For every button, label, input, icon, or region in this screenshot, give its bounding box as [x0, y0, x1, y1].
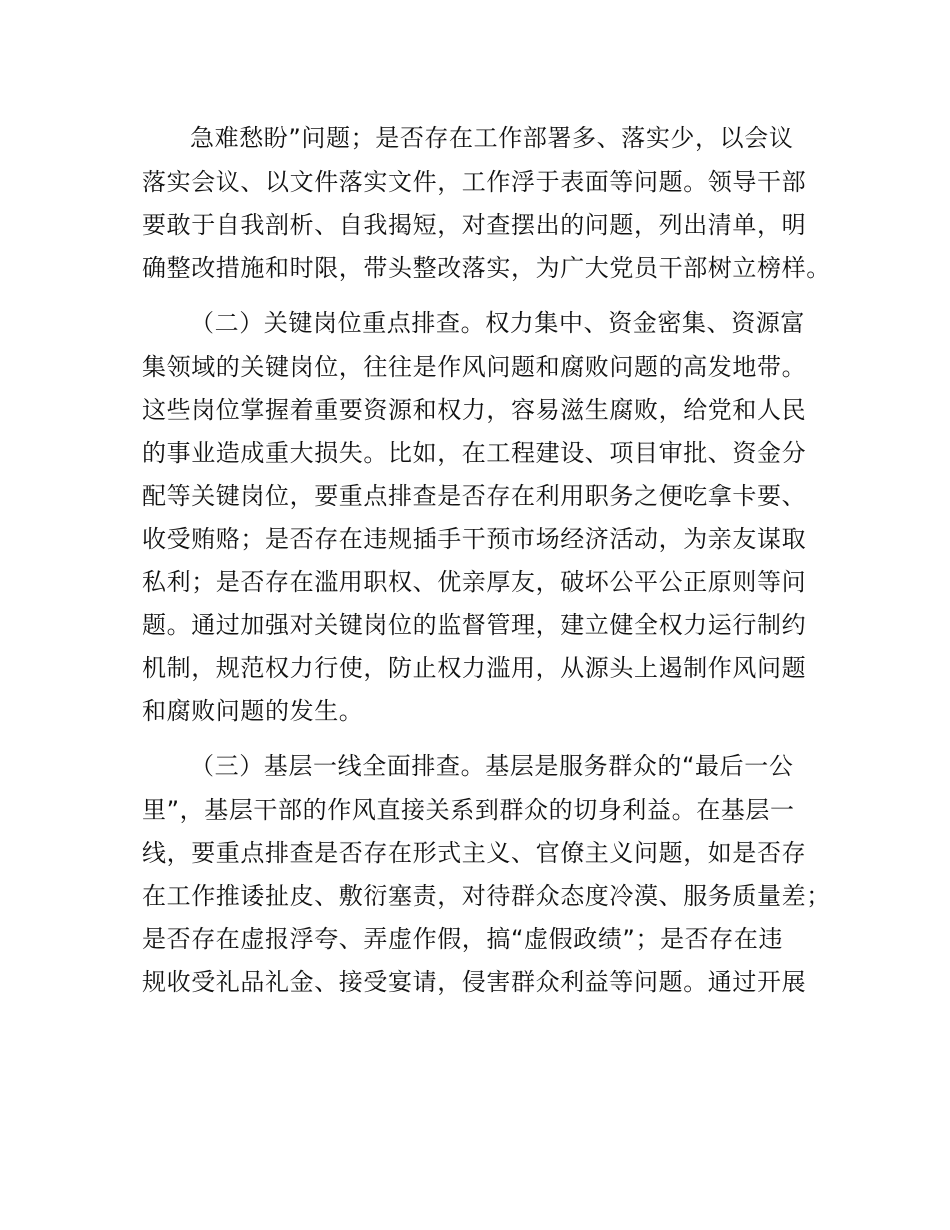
paragraph-1-line-3: 要敢于自我剖析、自我揭短，对查摆出的问题，列出清单，明 — [142, 211, 807, 239]
paragraph-1-line-4: 确整改措施和时限，带头整改落实，为广大党员干部树立榜样。 — [142, 254, 831, 282]
paragraph-2-line-7: 私利；是否存在滥用职权、优亲厚友，破坏公平公正原则等问 — [142, 568, 807, 596]
paragraph-3-line-2: 里”，基层干部的作风直接关系到群众的切身利益。在基层一 — [142, 796, 795, 824]
paragraph-3-line-6: 规收受礼品礼金、接受宴请，侵害群众利益等问题。通过开展 — [142, 968, 807, 996]
paragraph-2-line-9: 机制，规范权力行使，防止权力滥用，从源头上遏制作风问题 — [142, 654, 807, 682]
paragraph-3-line-3: 线，要重点排查是否存在形式主义、官僚主义问题，如是否存 — [142, 839, 807, 867]
paragraph-2-line-2: 集领域的关键岗位，往往是作风问题和腐败问题的高发地带。 — [142, 353, 807, 381]
paragraph-2-line-10: 和腐败问题的发生。 — [142, 697, 364, 725]
paragraph-3-line-4: 在工作推诿扯皮、敷衍塞责，对待群众态度冷漠、服务质量差； — [142, 882, 831, 910]
paragraph-3-line-1: （三）基层一线全面排查。基层是服务群众的“最后一公 — [190, 752, 794, 780]
paragraph-3-line-5: 是否存在虚报浮夸、弄虚作假，搞“虚假政绩”；是否存在违 — [142, 925, 784, 953]
paragraph-1-line-2: 落实会议、以文件落实文件，工作浮于表面等问题。领导干部 — [142, 168, 807, 196]
paragraph-2-line-4: 的事业造成重大损失。比如，在工程建设、项目审批、资金分 — [142, 439, 807, 467]
paragraph-2-line-1: （二）关键岗位重点排查。权力集中、资金密集、资源富 — [190, 309, 805, 337]
paragraph-1-line-1: 急难愁盼”问题；是否存在工作部署多、落实少，以会议 — [190, 124, 794, 152]
paragraph-2-line-3: 这些岗位掌握着重要资源和权力，容易滋生腐败，给党和人民 — [142, 396, 807, 424]
paragraph-2-line-6: 收受贿赂；是否存在违规插手干预市场经济活动，为亲友谋取 — [142, 525, 807, 553]
paragraph-2-line-8: 题。通过加强对关键岗位的监督管理，建立健全权力运行制约 — [142, 611, 807, 639]
paragraph-2-line-5: 配等关键岗位，要重点排查是否存在利用职务之便吃拿卡要、 — [142, 482, 807, 510]
